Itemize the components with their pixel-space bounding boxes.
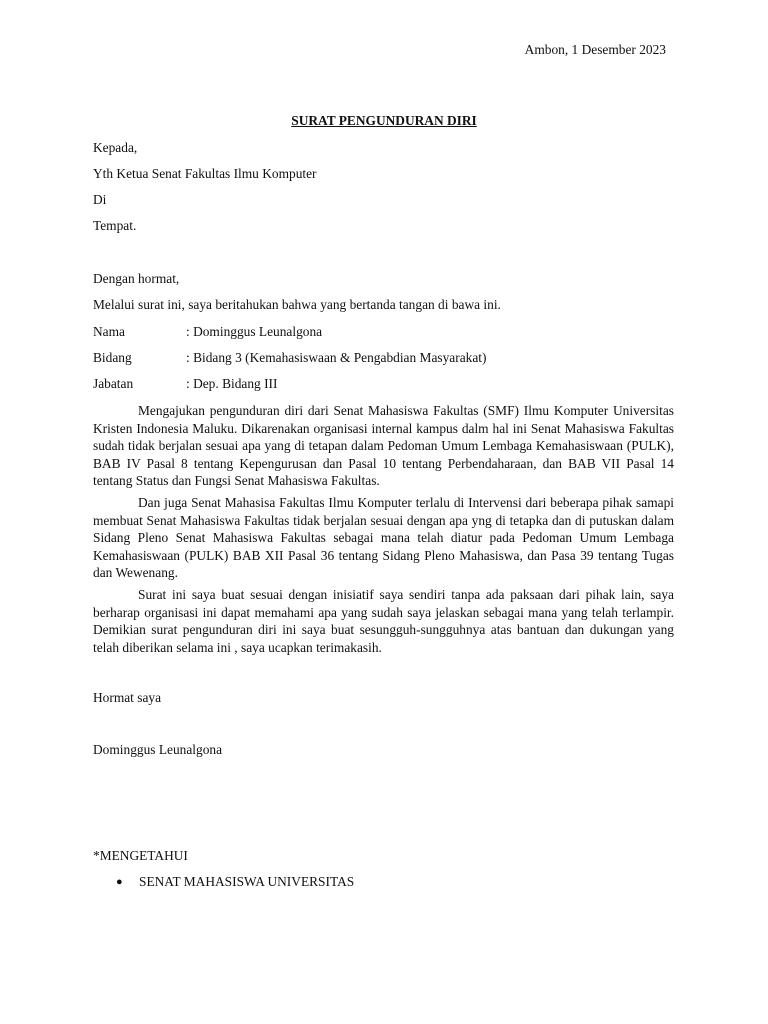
letter-title: SURAT PENGUNDURAN DIRI <box>291 113 477 128</box>
acknowledge-heading: *MENGETAHUI <box>93 848 188 863</box>
letter-date: Ambon, 1 Desember 2023 <box>524 42 666 57</box>
recipient-line-1: Kepada, <box>93 140 138 155</box>
body-paragraph-2: Dan juga Senat Mahasisa Fakultas Ilmu Komputer terlalu di Intervensi dari beberapa pihak samapi membuat Senat Mahasiswa Fakultas tidak berjalan sesuai dengan apa yng di tetapka dan di putuskan dalam Sidang Pleno Senat Mahasiswa Fakultas sebagai mana telah diatur pada Pedoman Umum Lembaga Kemahasiswaan (PULK) BAB XII Pasal 36 tentang Sidang Pleno Mahasiswa, dan Pasa 39 tentang Tugas dan Wewenang. <box>93 495 674 581</box>
recipient-line-2: Yth Ketua Senat Fakultas Ilmu Komputer <box>93 166 317 181</box>
signer-name: Dominggus Leunalgona <box>93 742 223 757</box>
body-paragraph-1: Mengajukan pengunduran diri dari Senat Mahasiswa Fakultas (SMF) Ilmu Komputer Universitas Kristen Indonesia Maluku. Dikarenakan organisasi internal kampus dalm hal ini Senat Mahasiswa Fakultas sudah tidak berjalan sesuai apa yang di tetapan dalam Pedoman Umum Lembaga Kemahasiswaan (PULK), BAB IV Pasal 8 tentang Kepengurusan dan Pasal 10 tentang Perbendaharaan, dan BAB VII Pasal 14 tentang Status dan Fungsi Senat Mahasiswa Fakultas. <box>93 403 674 489</box>
recipient-line-3: Di <box>93 192 107 207</box>
identity-label-name: Nama <box>93 324 125 339</box>
body-paragraph-3: Surat ini saya buat sesuai dengan inisiatif saya sendiri tanpa ada paksaan dari pihak lain, saya berharap organisasi ini dapat memahami apa yang sudah saya jelaskan sebagai mana yang telah terlampir. Demikian surat pengunduran diri ini saya buat sesungguh-sungguhnya atas bantuan dan dukungan yang telah diberikan selama ini , saya ucapkan terimakasih. <box>93 587 674 655</box>
identity-value-name: : Dominggus Leunalgona <box>186 324 323 339</box>
identity-label-position: Jabatan <box>93 376 134 391</box>
acknowledge-item: SENAT MAHASISWA UNIVERSITAS <box>139 874 355 889</box>
closing-text: Hormat saya <box>93 690 162 705</box>
identity-value-position: : Dep. Bidang III <box>186 376 278 391</box>
bullet-icon: ● <box>116 876 123 888</box>
greeting: Dengan hormat, <box>93 271 180 286</box>
identity-value-field: : Bidang 3 (Kemahasiswaan & Pengabdian Masyarakat) <box>186 350 487 365</box>
identity-label-field: Bidang <box>93 350 132 365</box>
intro-text: Melalui surat ini, saya beritahukan bahwa yang bertanda tangan di bawa ini. <box>93 297 501 312</box>
recipient-line-4: Tempat. <box>93 218 137 233</box>
